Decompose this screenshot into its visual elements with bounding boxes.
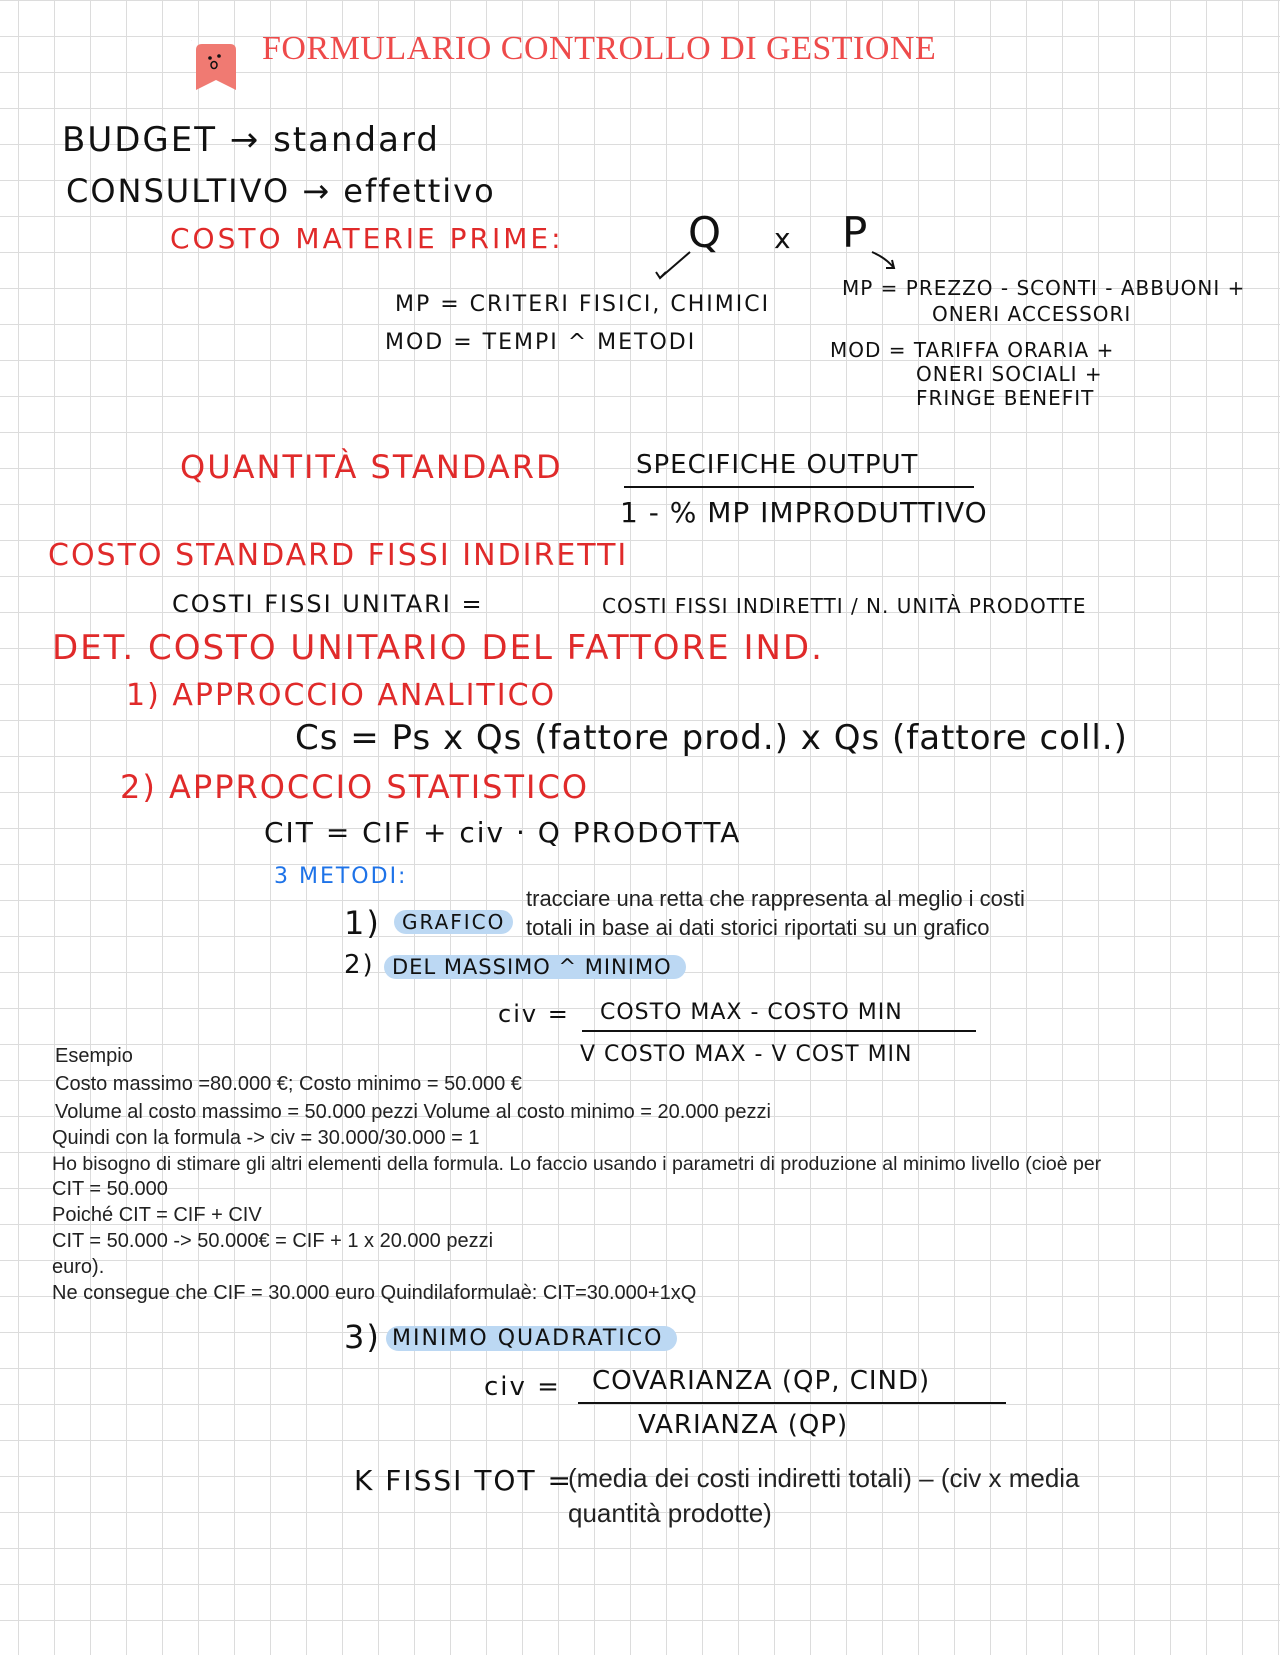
mp-quantity-criteria: MP = CRITERI FISICI, CHIMICI: [395, 292, 771, 317]
p-symbol: P: [842, 208, 870, 257]
mod-price-line-3: FRINGE BENEFIT: [916, 386, 1095, 410]
consuntivo-line: CONSULTIVO → effettivo: [66, 172, 496, 210]
costi-fissi-unitari-label: COSTI FISSI UNITARI =: [172, 590, 484, 618]
metodo-2-number: 2): [344, 950, 375, 980]
esempio-line: Quindi con la formula -> civ = 30.000/30.000 = 1: [52, 1127, 480, 1149]
qstd-denominator: 1 - % MP IMPRODUTTIVO: [620, 496, 988, 529]
esempio-line: CIT = 50.000 -> 50.000€ = CIF + 1 x 20.000 pezzi: [52, 1230, 494, 1252]
metodo-1-number: 1): [344, 904, 381, 942]
civ2-label: civ =: [484, 1372, 561, 1402]
civ2-fraction-line: [578, 1402, 1006, 1404]
tre-metodi-heading: 3 METODI:: [274, 864, 408, 889]
esempio-line: Ne consegue che CIF = 30.000 euro Quindilaformulaè: CIT=30.000+1xQ: [52, 1282, 697, 1304]
esempio-line: Poiché CIT = CIF + CIV: [52, 1204, 262, 1226]
det-costo-unitario-heading: DET. COSTO UNITARIO DEL FATTORE IND.: [52, 628, 824, 668]
civ-fraction-line: [582, 1030, 976, 1032]
approccio-statistico-heading: 2) APPROCCIO STATISTICO: [120, 768, 589, 806]
mp-price-line-1: MP = PREZZO - SCONTI - ABBUONI +: [842, 276, 1246, 300]
cs-formula: Cs = Ps x Qs (fattore prod.) x Qs (fattore coll.): [295, 718, 1128, 758]
esempio-line: CIT = 50.000: [52, 1178, 168, 1200]
civ-label: civ =: [498, 1000, 570, 1028]
civ2-denominator: VARIANZA (QP): [638, 1410, 849, 1440]
mod-price-line-2: ONERI SOCIALI +: [916, 362, 1103, 386]
esempio-line: euro).: [52, 1256, 105, 1278]
qstd-fraction-line: [624, 486, 974, 488]
cit-formula: CIT = CIF + civ · Q PRODOTTA: [264, 816, 742, 849]
k-fissi-tot-line-2: quantità prodotte): [568, 1498, 772, 1528]
qstd-numerator: SPECIFICHE OUTPUT: [636, 450, 919, 480]
metodo-1-label: GRAFICO: [394, 910, 513, 934]
mod-price-line-1: MOD = TARIFFA ORARIA +: [830, 338, 1115, 362]
esempio-heading: Esempio: [55, 1045, 133, 1067]
page-title: FORMULARIO CONTROLLO DI GESTIONE: [262, 30, 937, 67]
metodo-3-number: 3): [344, 1318, 381, 1356]
bookmark-face-icon: [190, 40, 242, 94]
q-symbol: Q: [688, 208, 724, 257]
quantita-standard-heading: QUANTITÀ STANDARD: [180, 448, 563, 486]
mp-price-line-2: ONERI ACCESSORI: [932, 302, 1132, 326]
esempio-line: Costo massimo =80.000 €; Costo minimo = 50.000 €: [55, 1073, 522, 1095]
k-fissi-tot-label: K FISSI TOT =: [354, 1464, 573, 1497]
times-symbol: x: [774, 222, 793, 255]
budget-line: BUDGET → standard: [62, 120, 440, 160]
civ-denominator: V COSTO MAX - V COST MIN: [580, 1042, 913, 1067]
civ2-numerator: COVARIANZA (QP, CIND): [592, 1366, 931, 1396]
metodo-3-label: MINIMO QUADRATICO: [386, 1326, 677, 1351]
k-fissi-tot-line-1: (media dei costi indiretti totali) – (civ x media: [568, 1463, 1080, 1493]
costo-standard-fissi-heading: COSTO STANDARD FISSI INDIRETTI: [48, 538, 629, 573]
esempio-line: Volume al costo massimo = 50.000 pezzi Volume al costo minimo = 20.000 pezzi: [55, 1101, 771, 1123]
costi-fissi-unitari-value: COSTI FISSI INDIRETTI / N. UNITÀ PRODOTTE: [602, 594, 1087, 618]
costo-materie-prime-heading: COSTO MATERIE PRIME:: [170, 222, 564, 255]
mod-quantity-criteria: MOD = TEMPI ^ METODI: [385, 330, 697, 355]
metodo-1-description-line-2: totali in base ai dati storici riportati su un grafico: [526, 915, 990, 940]
civ-numerator: COSTO MAX - COSTO MIN: [600, 1000, 903, 1025]
esempio-line: Ho bisogno di stimare gli altri elementi della formula. Lo faccio usando i parametri di produzione al minimo livello (cioè per: [52, 1153, 1102, 1175]
approccio-analitico-heading: 1) APPROCCIO ANALITICO: [126, 678, 557, 713]
metodo-2-label: DEL MASSIMO ^ MINIMO: [384, 955, 686, 979]
metodo-1-description-line-1: tracciare una retta che rappresenta al meglio i costi: [526, 886, 1025, 911]
